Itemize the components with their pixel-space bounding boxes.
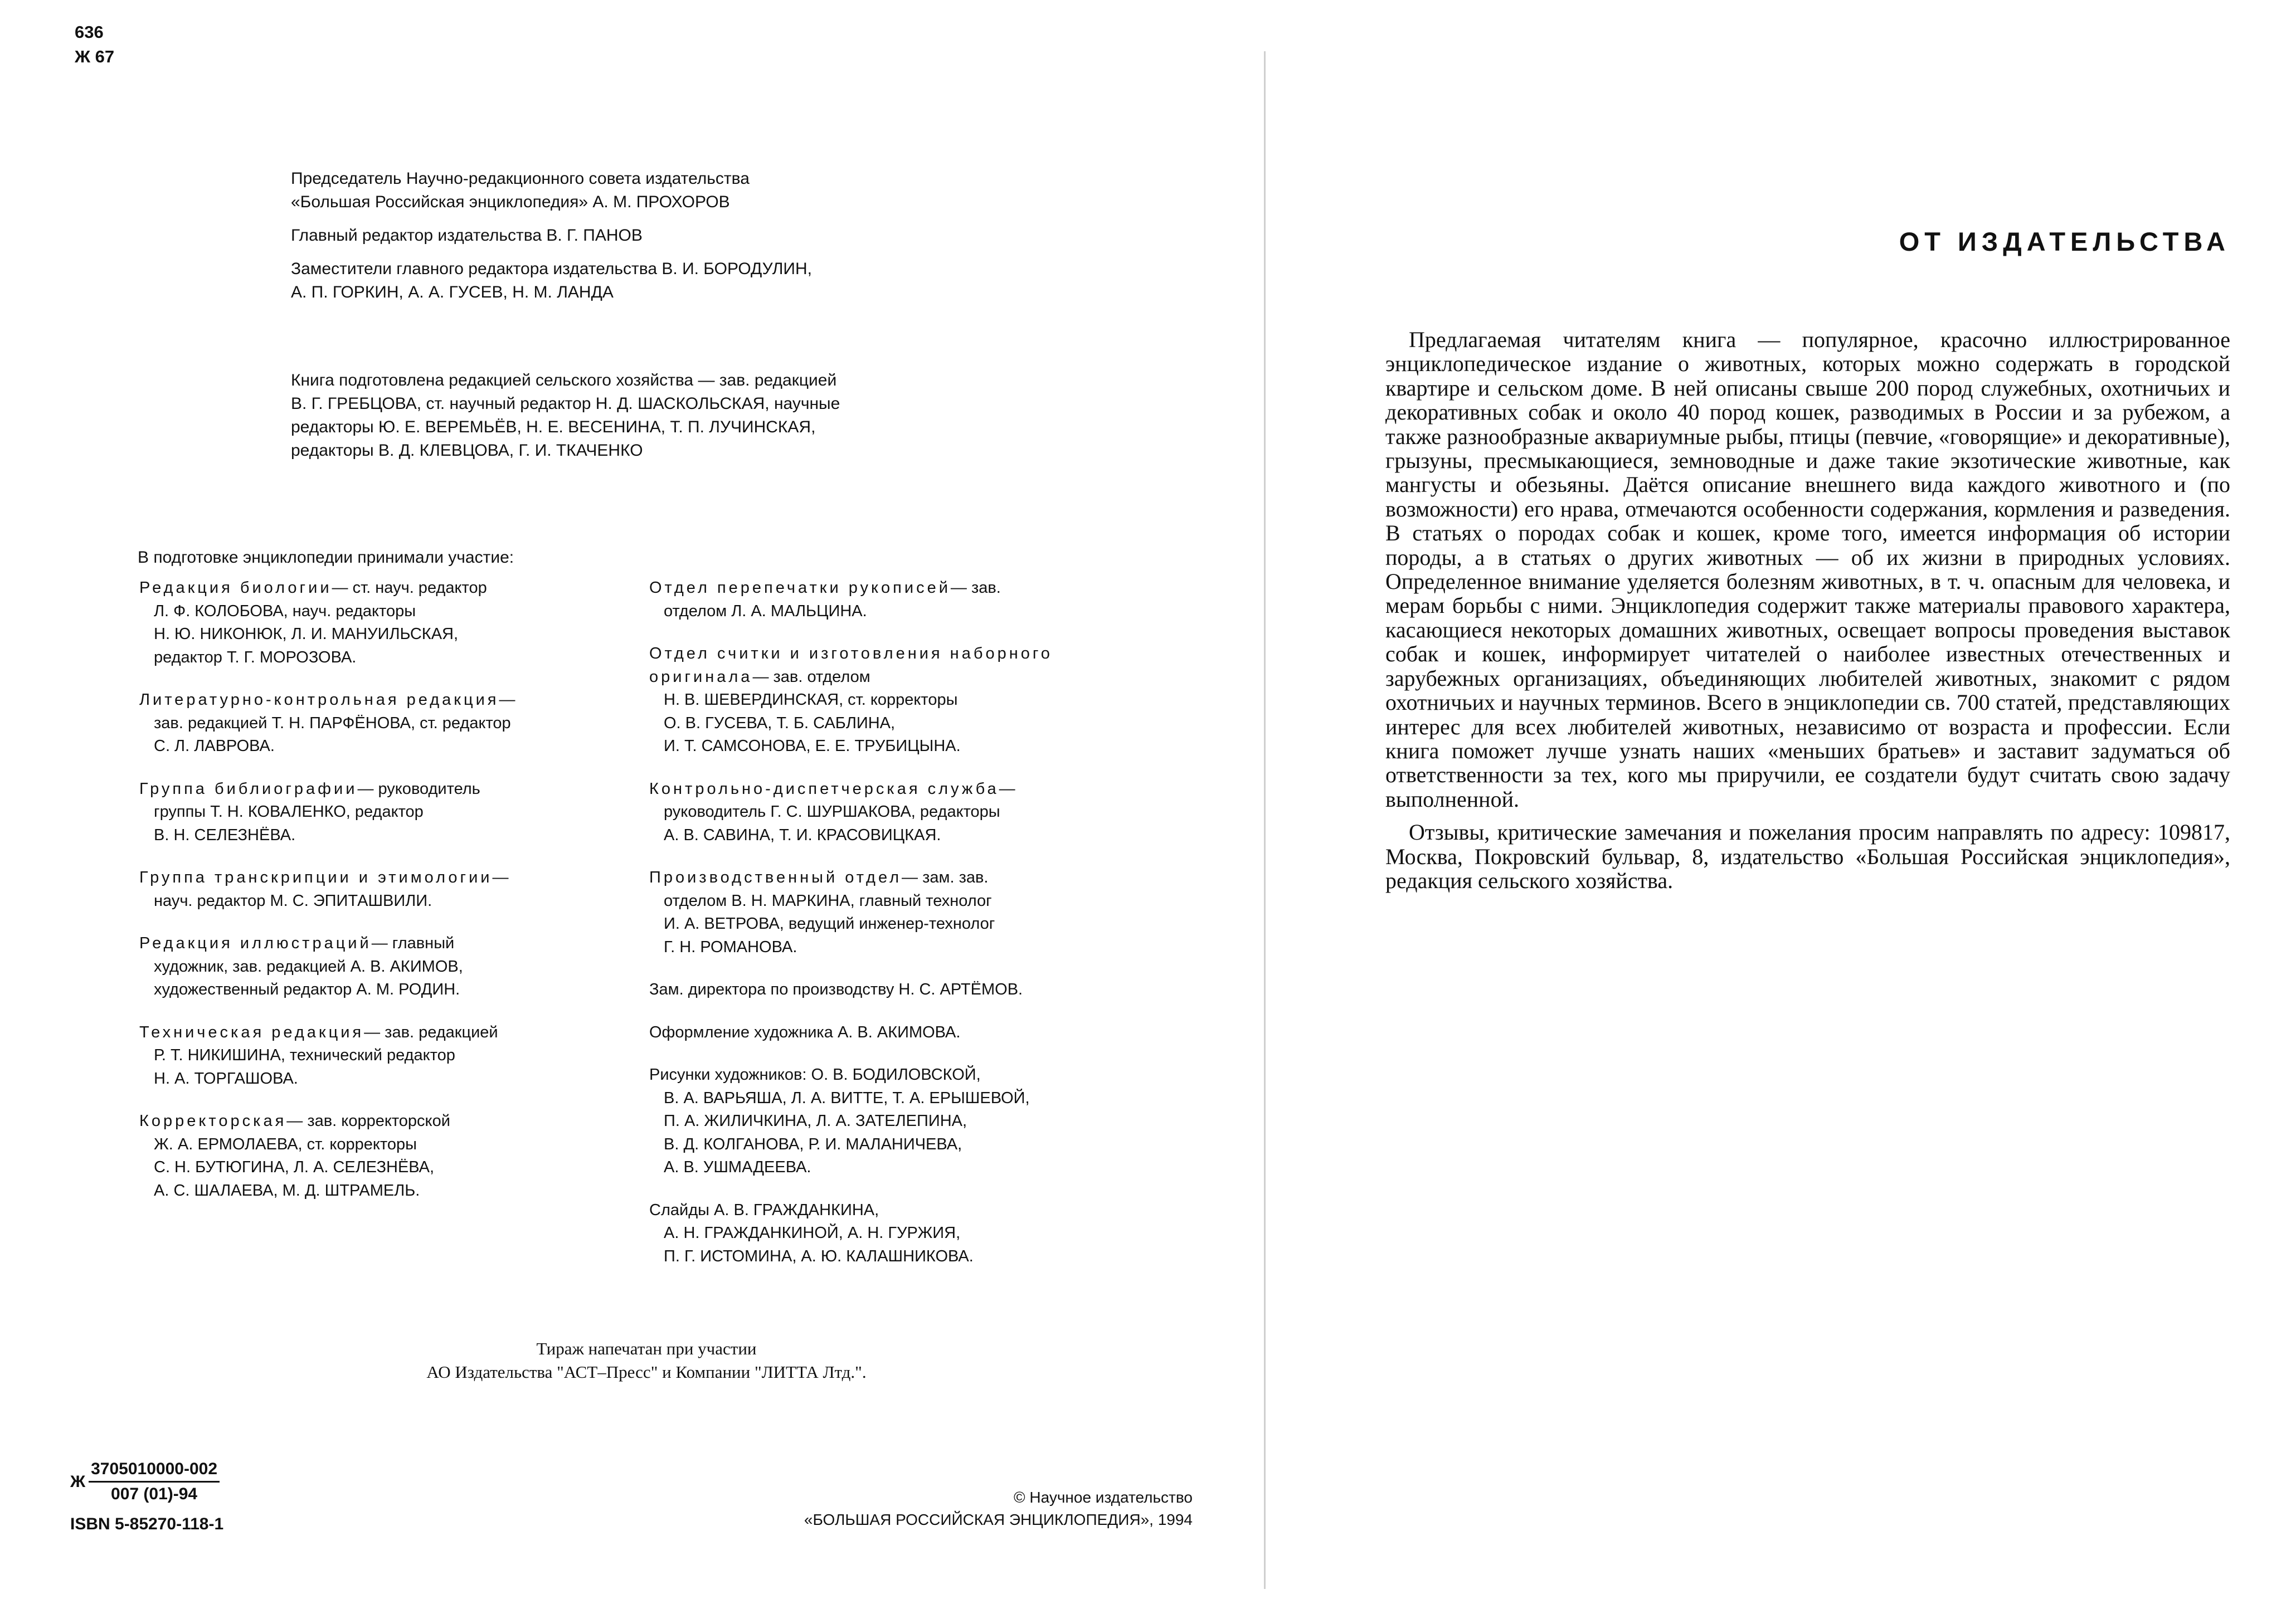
deputy-editors-credit: Заместители главного редактора издательства В. И. БОРОДУЛИН, А. П. ГОРКИН, А. А. ГУСЕВ, Н. М. ЛАНДА	[291, 260, 812, 301]
isbn: ISBN 5-85270-118-1	[70, 1515, 224, 1533]
credit-block-illustrations: Редакция иллюстраций— главный художник, зав. редакцией А. В. АКИМОВ, художественный редактор А. М. РОДИН.	[139, 934, 463, 998]
credit-block-slides: Слайды А. В. ГРАЖДАНКИНА, А. Н. ГРАЖДАНКИНОЙ, А. Н. ГУРЖИЯ, П. Г. ИСТОМИНА, А. Ю. КАЛАШНИКОВА.	[649, 1201, 974, 1265]
foreword-paragraph: Предлагаемая читателям книга — популярное, красочно иллюстрированное энциклопедическое издание о животных, которых можно содержать в городской квартире и сельском доме. В ней описаны свыше 200 пород служебных, охотничьих и декоративных собак и около 40 пород кошек, разводимых в России и за рубежом, а также разнообразные аквариумные рыбы, птицы (певчие, «говорящие» и декоративные), грызуны, пресмыкающиеся, земноводные и даже такие экзотические животные, как мангусты и обезьяны. Даётся описание внешнего вида каждого животного и (по возможности) его нрава, отмечаются особенности содержания, кормления и разведения. В статьях о породах собак и кошек, кроме того, имеется информация об истории породы, а в статьях о других животных — об их жизни в природных условиях. Определенное внимание уделяется болезням животных, в т. ч. опасным для человека, и мерам борьбы с ними. Энциклопедия содержит также материалы правового характера, касающиеся некоторых домашних животных, освещает вопросы проведения выставок собак и кошек, информирует читателей о наиболее известных отечественных и зарубежных организациях, объединяющих любителей животных, знакомит с рядом охотничьих и научных терминов. Всего в энциклопедии св. 700 статей, представляющих интерес для всех любителей животных, независимо от возраста и профессии. Если книга поможет лучше узнать наших «меньших братьев» и заставит задуматься об ответственности за тех, кого мы приручили, ее создатели будут считать свою задачу выполненной.	[1385, 327, 2230, 812]
credit-block-reprinting: Отдел перепечатки рукописей— зав. отделом Л. А. МАЛЬЦИНА.	[649, 579, 1001, 620]
chairman-credit: Председатель Научно-редакционного совета издательства «Большая Российская энциклопедия» А. М. ПРОХОРОВ	[291, 169, 750, 211]
credit-block-typesetting: Отдел считки и изготовления наборного оригинала— зав. отделом Н. В. ШЕВЕРДИНСКАЯ, ст. корректоры О. В. ГУСЕВА, Т. Б. САБЛИНА, И. Т. САМСОНОВА, Е. Е. ТРУБИЦЫНА.	[649, 645, 1053, 755]
print-imprint: Тираж напечатан при участии АО Издательства "АСТ–Пресс" и Компании "ЛИТТА Лтд.".	[426, 1339, 867, 1382]
publisher-foreword	[1385, 328, 2230, 901]
catalog-letter: Ж	[70, 1472, 86, 1491]
page-number: 636	[75, 22, 104, 42]
credit-block-bibliography: Группа библиографии— руководитель группы Т. Н. КОВАЛЕНКО, редактор В. Н. СЕЛЕЗНЁВА.	[139, 779, 480, 844]
credit-block-design: Оформление художника А. В. АКИМОВА.	[649, 1023, 961, 1041]
page-fold-divider	[1264, 51, 1266, 1589]
credit-block-dispatch: Контрольно-диспетчерская служба— руководитель Г. С. ШУРШАКОВА, редакторы А. В. САВИНА, Т. И. КРАСОВИЦКАЯ.	[649, 779, 1015, 844]
prepared-by-credit: Книга подготовлена редакцией сельского хозяйства — зав. редакцией В. Г. ГРЕБЦОВА, ст. научный редактор Н. Д. ШАСКОЛЬСКАЯ, научные редакторы Ю. Е. ВЕРЕМЬЁВ, Н. Е. ВЕСЕНИНА, Т. П. ЛУЧИНСКАЯ, редакторы В. Д. КЛЕВЦОВА, Г. И. ТКАЧЕНКО	[291, 371, 840, 460]
section-title: ОТ ИЗДАТЕЛЬСТВА	[1899, 227, 2230, 256]
credit-block-transcription: Группа транскрипции и этимологии— науч. редактор М. С. ЭПИТАШВИЛИ.	[139, 869, 509, 910]
credit-block-drawings: Рисунки художников: О. В. БОДИЛОВСКОЙ, В. А. ВАРЬЯША, Л. А. ВИТТЕ, Т. А. ЕРЫШЕВОЙ, П. А. ЖИЛИЧКИНА, Л. А. ЗАТЕЛЕПИНА, В. Д. КОЛГАНОВА, Р. И. МАЛАНИЧЕВА, А. В. УШМАДЕЕВА.	[649, 1066, 1030, 1176]
catalog-fraction	[89, 1457, 220, 1506]
chief-editor-credit: Главный редактор издательства В. Г. ПАНОВ	[291, 226, 643, 245]
catalog-block	[70, 1457, 223, 1536]
catalog-numerator: 3705010000-002	[89, 1457, 220, 1483]
editorial-leadership	[291, 167, 1127, 472]
credit-block-production: Производственный отдел— зам. зав. отделом В. Н. МАРКИНА, главный технолог И. А. ВЕТРОВА, ведущий инженер-технолог Г. Н. РОМАНОВА.	[649, 869, 995, 956]
credit-block-proofreading: Корректорская— зав. корректорской Ж. А. ЕРМОЛАЕВА, ст. корректоры С. Н. БУТЮГИНА, Л. А. СЕЛЕЗНЁВА, А. С. ШАЛАЕВА, М. Д. ШТРАМЕЛЬ.	[139, 1112, 450, 1200]
credit-block-biology: Редакция биологии— ст. науч. редактор Л. Ф. КОЛОБОВА, науч. редакторы Н. Ю. НИКОНЮК, Л. И. МАНУИЛЬСКАЯ, редактор Т. Г. МОРОЗОВА.	[139, 579, 487, 666]
catalog-denominator: 007 (01)-94	[111, 1485, 198, 1503]
catalog-code: Ж 67	[75, 47, 115, 66]
credit-block-deputy-director: Зам. директора по производству Н. С. АРТЁМОВ.	[649, 981, 1023, 998]
credits-right-column	[649, 577, 1151, 1288]
credit-block-technical: Техническая редакция— зав. редакцией Р. Т. НИКИШИНА, технический редактор Н. А. ТОРГАШОВА.	[139, 1023, 498, 1088]
foreword-paragraph: Отзывы, критические замечания и пожелания просим направлять по адресу: 109817, Москва, Покровский бульвар, 8, издательство «Большая Российская энциклопедия», редакция сельского хозяйства.	[1385, 820, 2230, 893]
copyright-notice: © Научное издательство «БОЛЬШАЯ РОССИЙСКАЯ ЭНЦИКЛОПЕДИЯ», 1994	[804, 1489, 1193, 1528]
participants-heading: В подготовке энциклопедии принимали участие:	[138, 548, 514, 567]
credit-block-literary-control: Литературно-контрольная редакция— зав. редакцией Т. Н. ПАРФЁНОВА, ст. редактор С. Л. ЛАВРОВА.	[139, 691, 515, 755]
page-corner-info	[75, 20, 114, 69]
credits-left-column	[139, 577, 658, 1222]
